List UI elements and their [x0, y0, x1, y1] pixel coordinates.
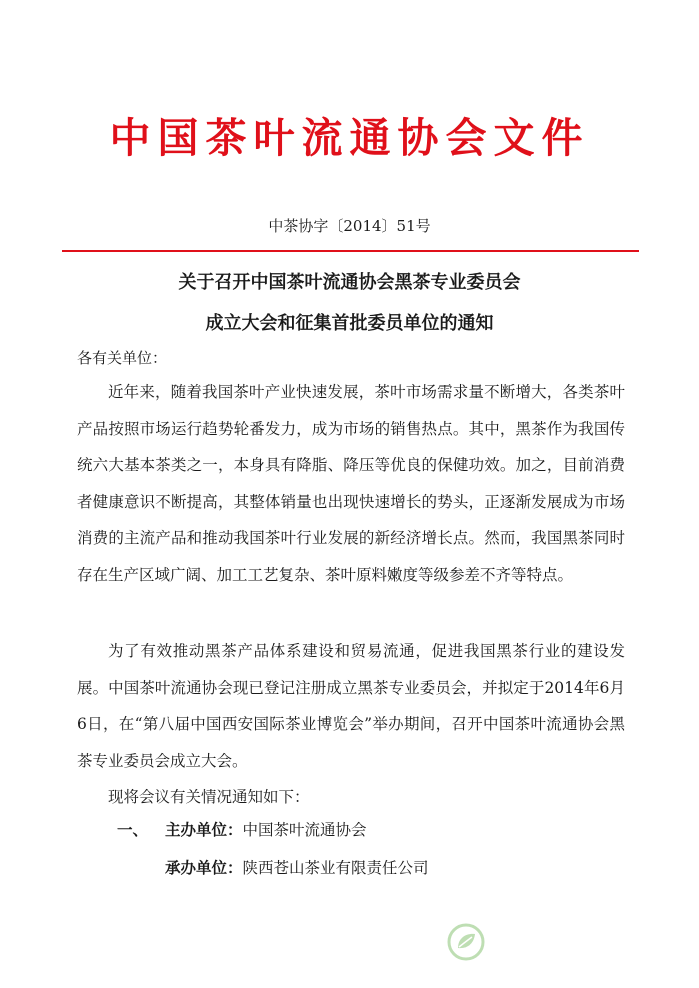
body-paragraph-2: 为了有效推动黑茶产品体系建设和贸易流通，促进我国黑茶行业的建设发展。中国茶叶流通协会现已登记注册成立黑茶专业委员会，并拟定于2014年6月6日，在“第八届中国西安国际茶业博览会”举办期间，召开中国茶叶流通协会黑茶专业委员会成立大会。 — [77, 642, 625, 770]
list-item-number: 一、 — [117, 821, 149, 839]
list-item-organizer — [117, 818, 367, 842]
red-divider-line — [62, 250, 639, 252]
co-organizer-value: 陕西苍山茶业有限责任公司 — [242, 859, 429, 877]
body-paragraph-1: 近年来，随着我国茶叶产业快速发展，茶叶市场需求量不断增大，各类茶叶产品按照市场运行趋势轮番发力，成为市场的销售热点。其中，黑茶作为我国传统六大基本茶类之一，本身具有降脂、降压等优良的保健功效。加之，目前消费者健康意识不断提高，其整体销量也出现快速增长的势头，正逐渐发展成为市场消费的主流产品和推动我国茶叶行业发展的新经济增长点。然而，我国黑茶同时存在生产区域广阔、加工工艺复杂、茶叶原料嫩度等级参差不齐等特点。 — [77, 383, 625, 584]
leaf-logo-icon — [446, 922, 486, 962]
organization-title: 中国茶叶流通协会文件 — [109, 114, 590, 162]
organizer-label: 主办单位： — [165, 821, 243, 839]
notice-title-line-1: 关于召开中国茶叶流通协会黑茶专业委员会 — [178, 272, 521, 293]
co-organizer-label: 承办单位： — [165, 859, 243, 877]
body-paragraph-3: 现将会议有关情况通知如下： — [108, 788, 310, 806]
list-item-co-organizer — [165, 856, 429, 880]
salutation: 各有关单位： — [77, 349, 168, 367]
organizer-value: 中国茶叶流通协会 — [242, 821, 367, 839]
document-number: 中茶协字〔2014〕51号 — [268, 217, 431, 235]
notice-title-line-2: 成立大会和征集首批委员单位的通知 — [205, 313, 494, 334]
